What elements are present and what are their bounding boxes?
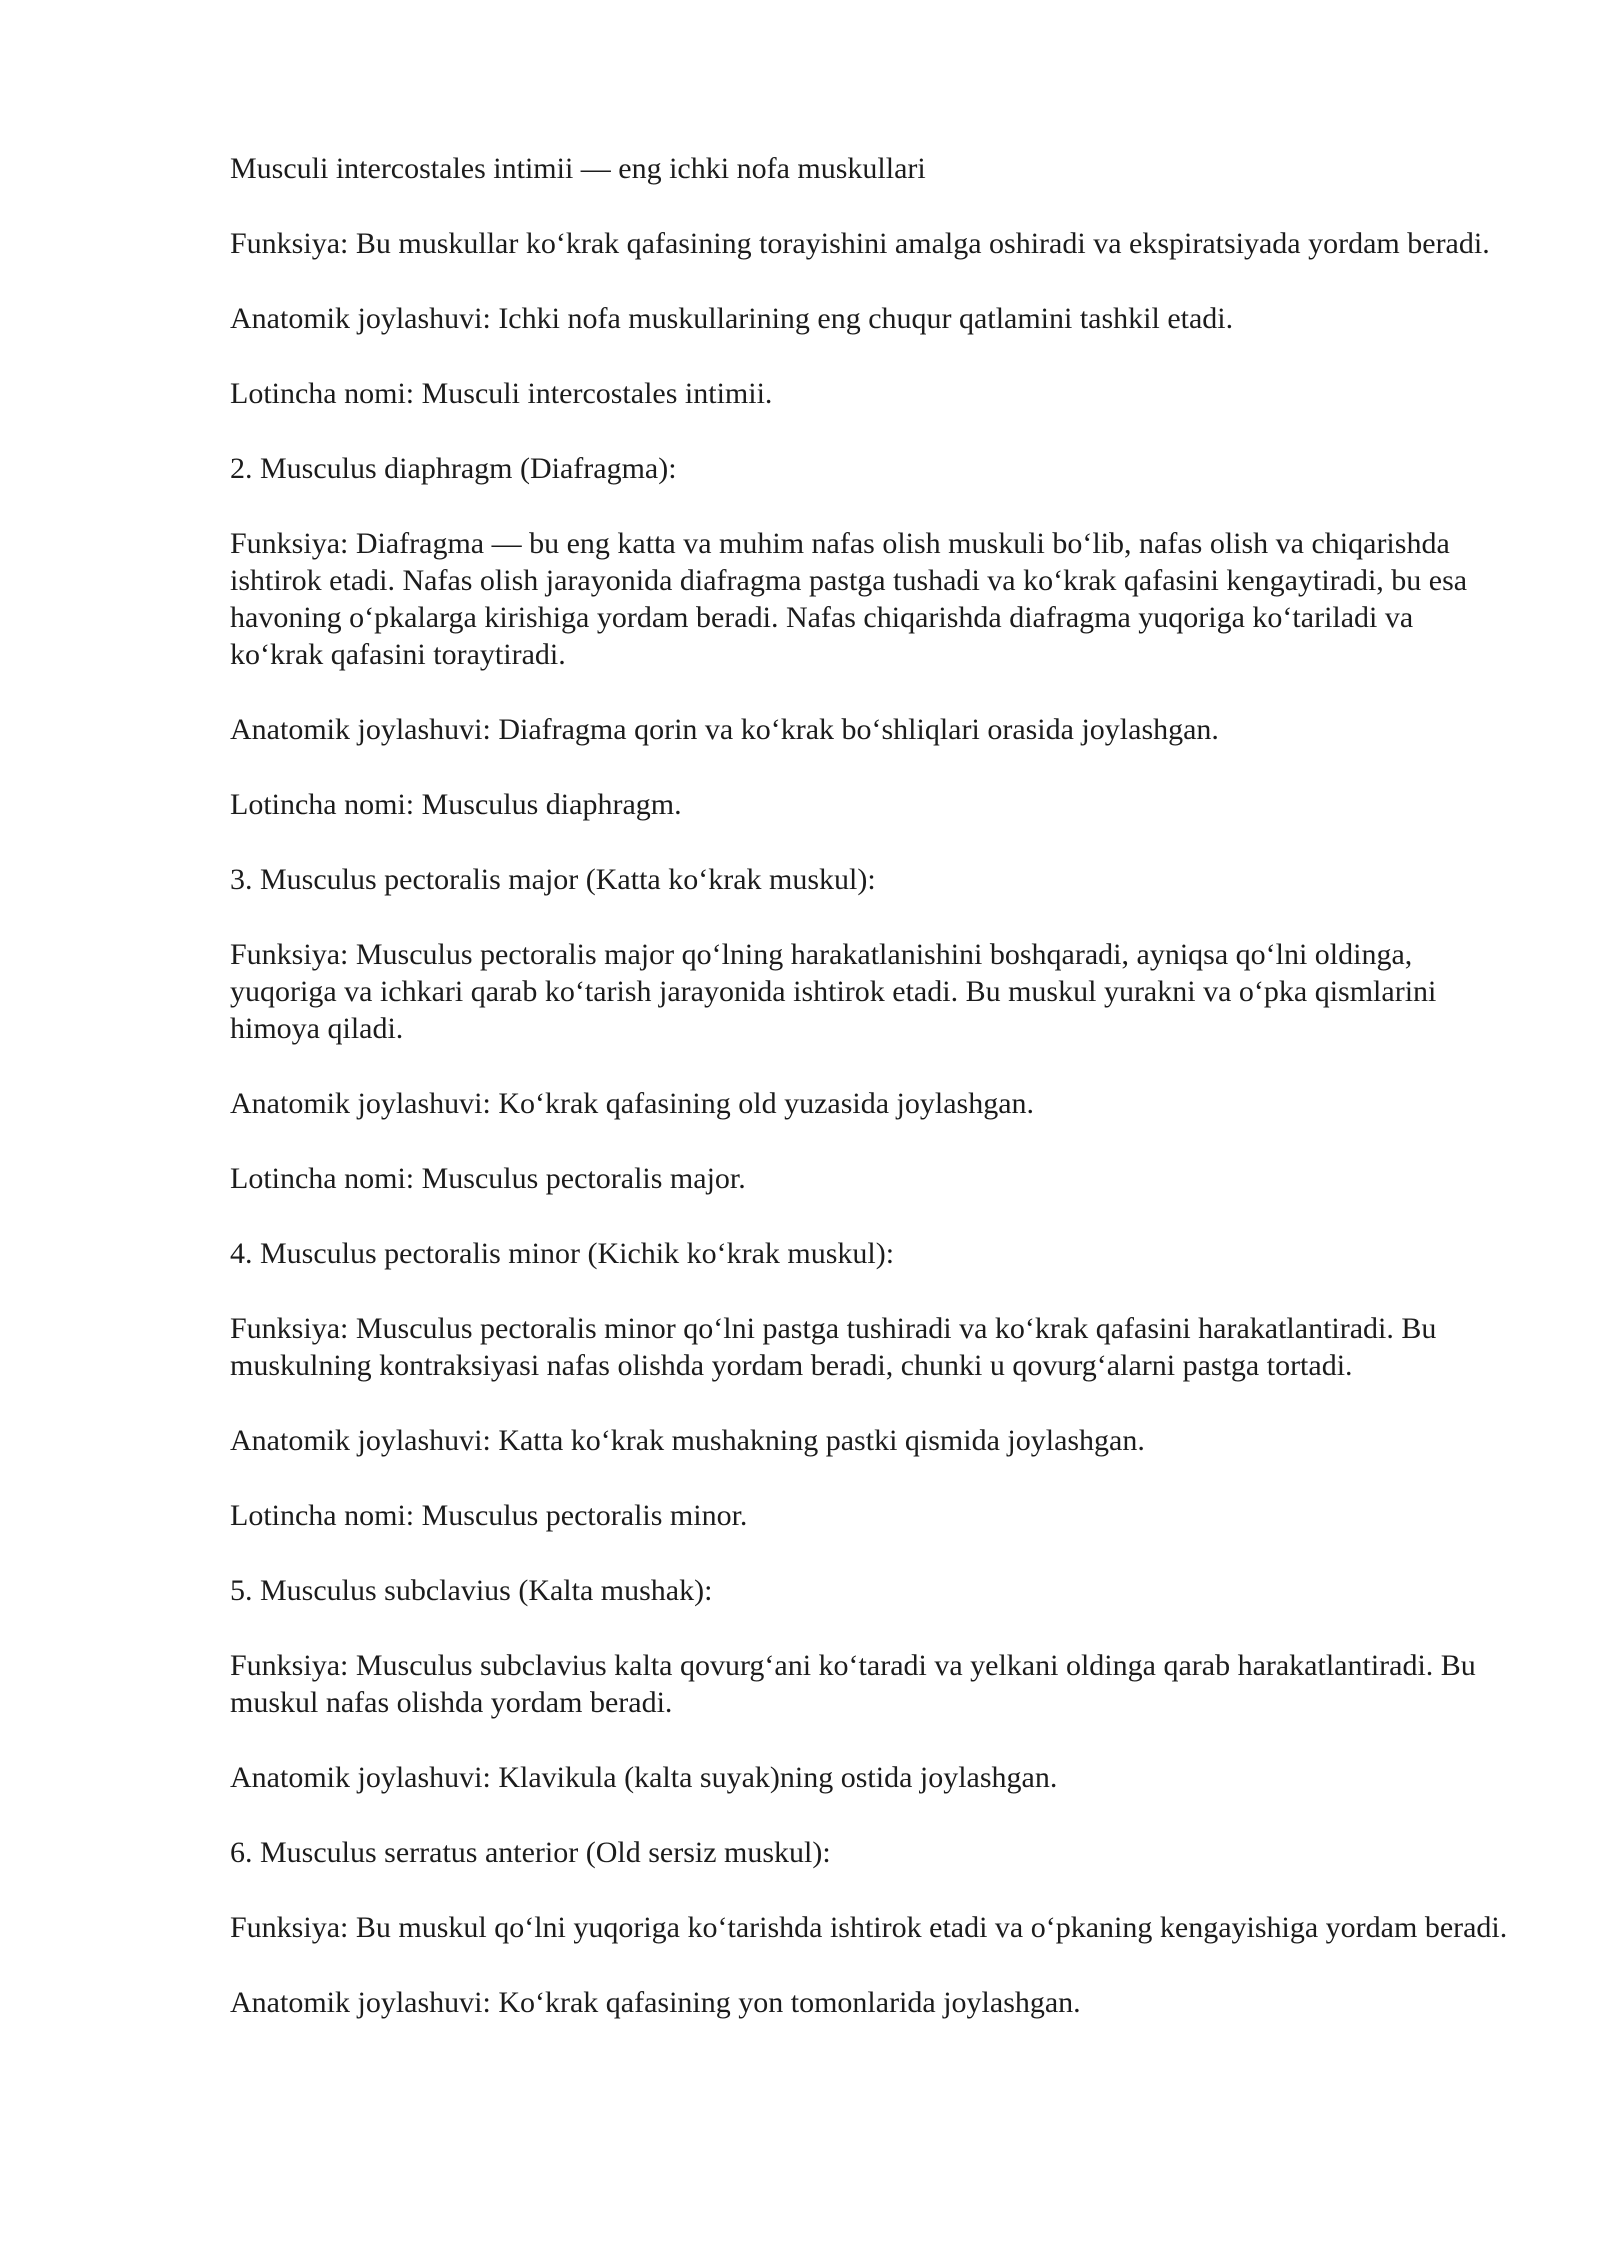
section-heading: 3. Musculus pectoralis major (Katta ko‘krak muskul): (230, 863, 876, 896)
function-paragraph: Funksiya: Musculus pectoralis major qo‘lning harakatlanishini boshqaradi, ayniqsa qo‘lni oldinga, yuqoriga va ichkari qarab ko‘tarish jarayonida ishtirok etadi. Bu muskul yurakni va o‘pka qismlarini himoya qiladi. (230, 938, 1437, 1045)
document-body (230, 150, 1510, 2059)
function-paragraph: Funksiya: Bu muskullar ko‘krak qafasining torayishini amalga oshiradi va ekspiratsiyada yordam beradi. (230, 227, 1490, 260)
latin-name-paragraph: Lotincha nomi: Musculi intercostales intimii. (230, 377, 773, 410)
function-paragraph: Funksiya: Bu muskul qo‘lni yuqoriga ko‘tarishda ishtirok etadi va o‘pkaning kengayishiga yordam beradi. (230, 1911, 1508, 1944)
anatomy-paragraph: Anatomik joylashuvi: Klavikula (kalta suyak)ning ostida joylashgan. (230, 1761, 1058, 1794)
latin-name-paragraph: Lotincha nomi: Musculus pectoralis minor. (230, 1499, 748, 1532)
section-heading: 6. Musculus serratus anterior (Old sersiz muskul): (230, 1836, 831, 1869)
function-paragraph: Funksiya: Musculus pectoralis minor qo‘lni pastga tushiradi va ko‘krak qafasini harakatlantiradi. Bu muskulning kontraksiyasi nafas olishda yordam beradi, chunki u qovurg‘alarni pastga tortadi. (230, 1312, 1437, 1382)
section-heading: 2. Musculus diaphragm (Diafragma): (230, 452, 677, 485)
anatomy-paragraph: Anatomik joylashuvi: Katta ko‘krak mushakning pastki qismida joylashgan. (230, 1424, 1145, 1457)
section-heading: 5. Musculus subclavius (Kalta mushak): (230, 1574, 713, 1607)
section-heading: 4. Musculus pectoralis minor (Kichik ko‘krak muskul): (230, 1237, 895, 1270)
anatomy-paragraph: Anatomik joylashuvi: Ko‘krak qafasining yon tomonlarida joylashgan. (230, 1986, 1081, 2019)
function-paragraph: Funksiya: Musculus subclavius kalta qovurg‘ani ko‘taradi va yelkani oldinga qarab harakatlantiradi. Bu muskul nafas olishda yordam beradi. (230, 1649, 1476, 1719)
latin-name-paragraph: Lotincha nomi: Musculus pectoralis major. (230, 1162, 746, 1195)
anatomy-paragraph: Anatomik joylashuvi: Diafragma qorin va ko‘krak bo‘shliqlari orasida joylashgan. (230, 713, 1219, 746)
anatomy-paragraph: Anatomik joylashuvi: Ichki nofa muskullarining eng chuqur qatlamini tashkil etadi. (230, 302, 1234, 335)
anatomy-paragraph: Anatomik joylashuvi: Ko‘krak qafasining old yuzasida joylashgan. (230, 1087, 1035, 1120)
function-paragraph: Funksiya: Diafragma — bu eng katta va muhim nafas olish muskuli bo‘lib, nafas olish va chiqarishda ishtirok etadi. Nafas olish jarayonida diafragma pastga tushadi va ko‘krak qafasini kengaytiradi, bu esa havoning o‘pkalarga kirishiga yordam beradi. Nafas chiqarishda diafragma yuqoriga ko‘tariladi va ko‘krak qafasini toraytiradi. (230, 527, 1468, 671)
latin-name-paragraph: Lotincha nomi: Musculus diaphragm. (230, 788, 682, 821)
section-heading: Musculi intercostales intimii — eng ichki nofa muskullari (230, 152, 926, 185)
